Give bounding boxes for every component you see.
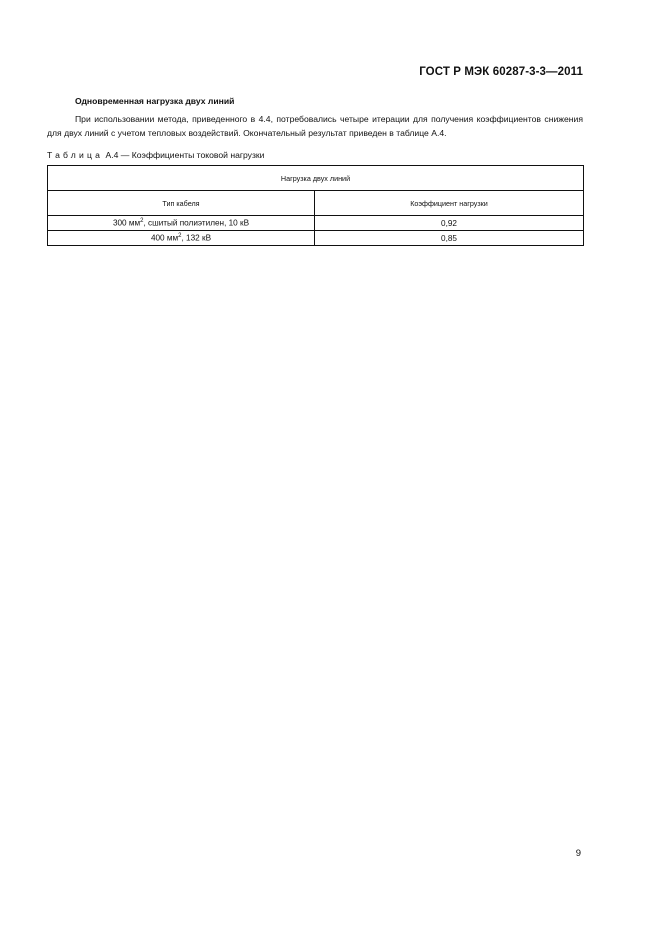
table-row (48, 216, 584, 231)
table-caption (47, 150, 264, 160)
cell-load-factor: 0,85 (315, 231, 584, 246)
cell-load-factor: 0,92 (315, 216, 584, 231)
cell-cable-type: 300 $мм^2$, сшитый полиэтилен, 10 кВ (48, 216, 315, 231)
section-title: Одновременная нагрузка двух линий (75, 96, 235, 106)
body-paragraph-text: При использовании метода, приведенного в 4.4, потребовались четыре итерации для получения коэффициентов снижения для двух линий с учетом тепловых воздействий. Окончательный результат приведен в таблице А.4. (47, 114, 583, 138)
column-header-load-factor: Коэффициент нагрузки (315, 191, 584, 216)
table-caption-text: А.4 — Коэффициенты токовой нагрузки (105, 150, 265, 160)
body-paragraph (47, 112, 583, 140)
table-caption-label: Таблица (47, 150, 104, 160)
cell-cable-type: 400 $мм^2$, 132 кВ (48, 231, 315, 246)
page-number: 9 (575, 848, 581, 859)
table-row (48, 231, 584, 246)
column-header-cable-type: Тип кабеля (48, 191, 315, 216)
table-group-header: Нагрузка двух линий (48, 166, 584, 191)
load-factor-table (47, 165, 584, 246)
document-code: ГОСТ Р МЭК 60287-3-3—2011 (419, 66, 583, 78)
